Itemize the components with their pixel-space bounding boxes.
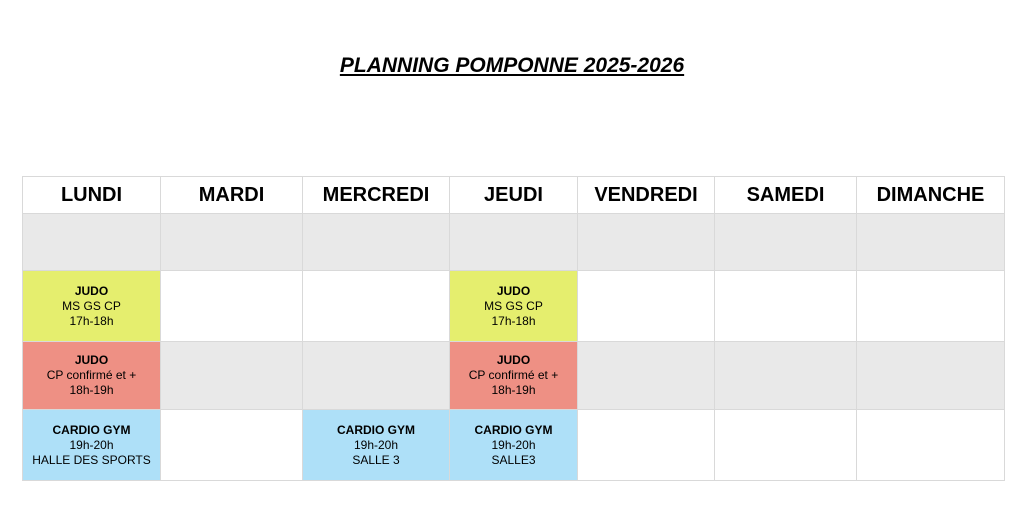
schedule-cell-dimanche [857,342,1005,410]
activity-detail: 19h-20h [491,437,536,452]
schedule-cell-jeudi [450,342,578,410]
schedule-cell-mercredi [303,342,450,410]
schedule-cell-samedi [715,271,857,342]
activity-info: SALLE3 [491,452,536,467]
schedule-cell-dimanche [857,214,1005,271]
schedule-cell-samedi [715,214,857,271]
activity-name: JUDO [496,353,531,367]
schedule-cell-jeudi [450,271,578,342]
schedule-cell-lundi [23,214,161,271]
page-title: PLANNING POMPONNE 2025-2026 [339,54,685,77]
schedule-cell-samedi [715,410,857,481]
schedule-cell-mardi [161,271,303,342]
schedule-row [23,271,1005,342]
activity-detail: 19h-20h [353,437,399,452]
activity-detail: 19h-20h [69,437,114,452]
day-header-jeudi: JEUDI [450,177,578,214]
activity-info: 18h-19h [491,383,536,397]
activity-info: 18h-19h [69,383,114,397]
activity-name: JUDO [74,353,109,367]
activity-detail: MS GS CP [62,298,121,313]
schedule-cell-vendredi [578,410,715,481]
day-header-mardi: MARDI [161,177,303,214]
schedule-cell-lundi [23,410,161,481]
day-header-lundi: LUNDI [23,177,161,214]
activity-info: 17h-18h [491,313,536,328]
activity-name: CARDIO GYM [52,422,131,437]
activity-detail: MS GS CP [484,298,543,313]
schedule-cell-dimanche [857,271,1005,342]
schedule-cell-vendredi [578,214,715,271]
schedule-cell-vendredi [578,271,715,342]
schedule-row [23,410,1005,481]
activity-name: JUDO [74,283,109,298]
activity-name: CARDIO GYM [337,422,415,437]
schedule-cell-jeudi [450,214,578,271]
schedule-cell-mardi [161,342,303,410]
day-header-dimanche: DIMANCHE [857,177,1005,214]
schedule-cell-mercredi [303,214,450,271]
schedule-cell-mercredi [303,410,450,481]
schedule-cell-samedi [715,342,857,410]
schedule-cell-mardi [161,214,303,271]
schedule-table [22,176,1005,481]
activity-detail: CP confirmé et + [468,368,559,382]
activity-name: CARDIO GYM [474,422,553,437]
schedule-cell-dimanche [857,410,1005,481]
activity-name: JUDO [496,283,531,298]
day-header-samedi: SAMEDI [715,177,857,214]
schedule-cell-lundi [23,342,161,410]
schedule-cell-mardi [161,410,303,481]
schedule-cell-mercredi [303,271,450,342]
schedule-row [23,214,1005,271]
schedule-cell-vendredi [578,342,715,410]
activity-info: HALLE DES SPORTS [32,452,151,467]
activity-detail: CP confirmé et + [46,368,137,382]
header-row [23,177,1005,214]
schedule-cell-lundi [23,271,161,342]
activity-info: 17h-18h [69,313,114,328]
day-header-mercredi: MERCREDI [303,177,450,214]
schedule-row [23,342,1005,410]
activity-info: SALLE 3 [352,452,400,467]
day-header-vendredi: VENDREDI [578,177,715,214]
schedule-cell-jeudi [450,410,578,481]
